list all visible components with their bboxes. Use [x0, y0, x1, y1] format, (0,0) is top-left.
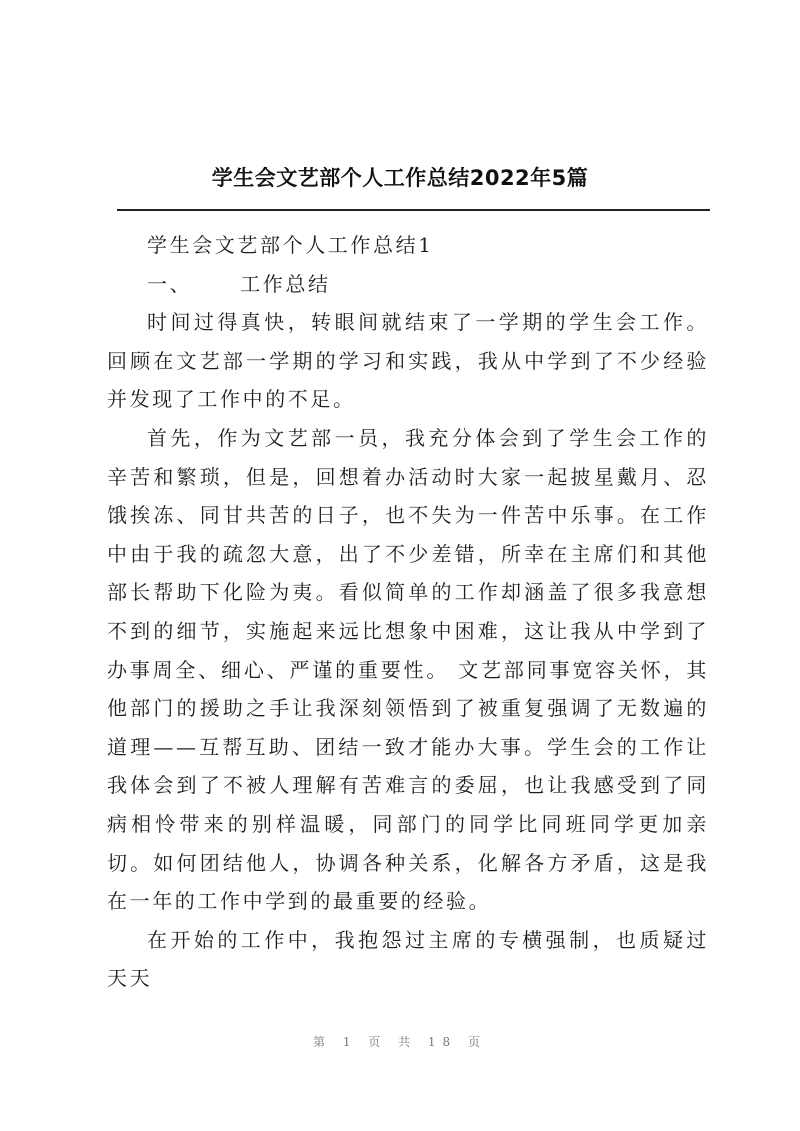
subheading-text: 工作总结	[240, 271, 331, 296]
subheading-number: 一、	[147, 271, 193, 296]
body-paragraph-1: 时间过得真快，转眼间就结束了一学期的学生会工作。回顾在文艺部一学期的学习和实践，我从中学到了不少经验并发现了工作中的不足。	[107, 310, 709, 412]
body-paragraph-2: 首先，作为文艺部一员，我充分体会到了学生会工作的辛苦和繁琐，但是，回想着办活动时大家一起披星戴月、忍饿挨冻、同甘共苦的日子，也不失为一件苦中乐事。在工作中由于我的疏忽大意，出了不少差错，所幸在主席们和其他部长帮助下化险为夷。看似简单的工作却涵盖了很多我意想不到的细节，实施起来远比想象中困难，这让我从中学到了办事周全、细心、严谨的重要性。 文艺部同事宽容关怀，其他部门的援助之手让我深刻领悟到了被重复强调了无数遍的道理——互帮互助、团结一致才能办大事。学生会的工作让我体会到了不被人理解有苦难言的委屈，也让我感受到了同病相怜带来的别样温暖，同部门的同学比同班同学更加亲切。如何团结他人，协调各种关系，化解各方矛盾，这是我在一年的工作中学到的最重要的经验。	[107, 425, 709, 914]
document-body	[107, 226, 709, 998]
subheading	[107, 265, 709, 304]
page-number-footer: 第 1 页 共 18 页	[313, 1035, 487, 1049]
title-underline-rule	[117, 209, 710, 211]
body-paragraph-3: 在开始的工作中，我抱怨过主席的专横强制，也质疑过天天	[107, 927, 709, 991]
document-title: 学生会文艺部个人工作总结2022年5篇	[211, 166, 589, 190]
section-title	[107, 226, 709, 265]
section-title-text: 学生会文艺部个人工作总结1	[147, 233, 434, 257]
